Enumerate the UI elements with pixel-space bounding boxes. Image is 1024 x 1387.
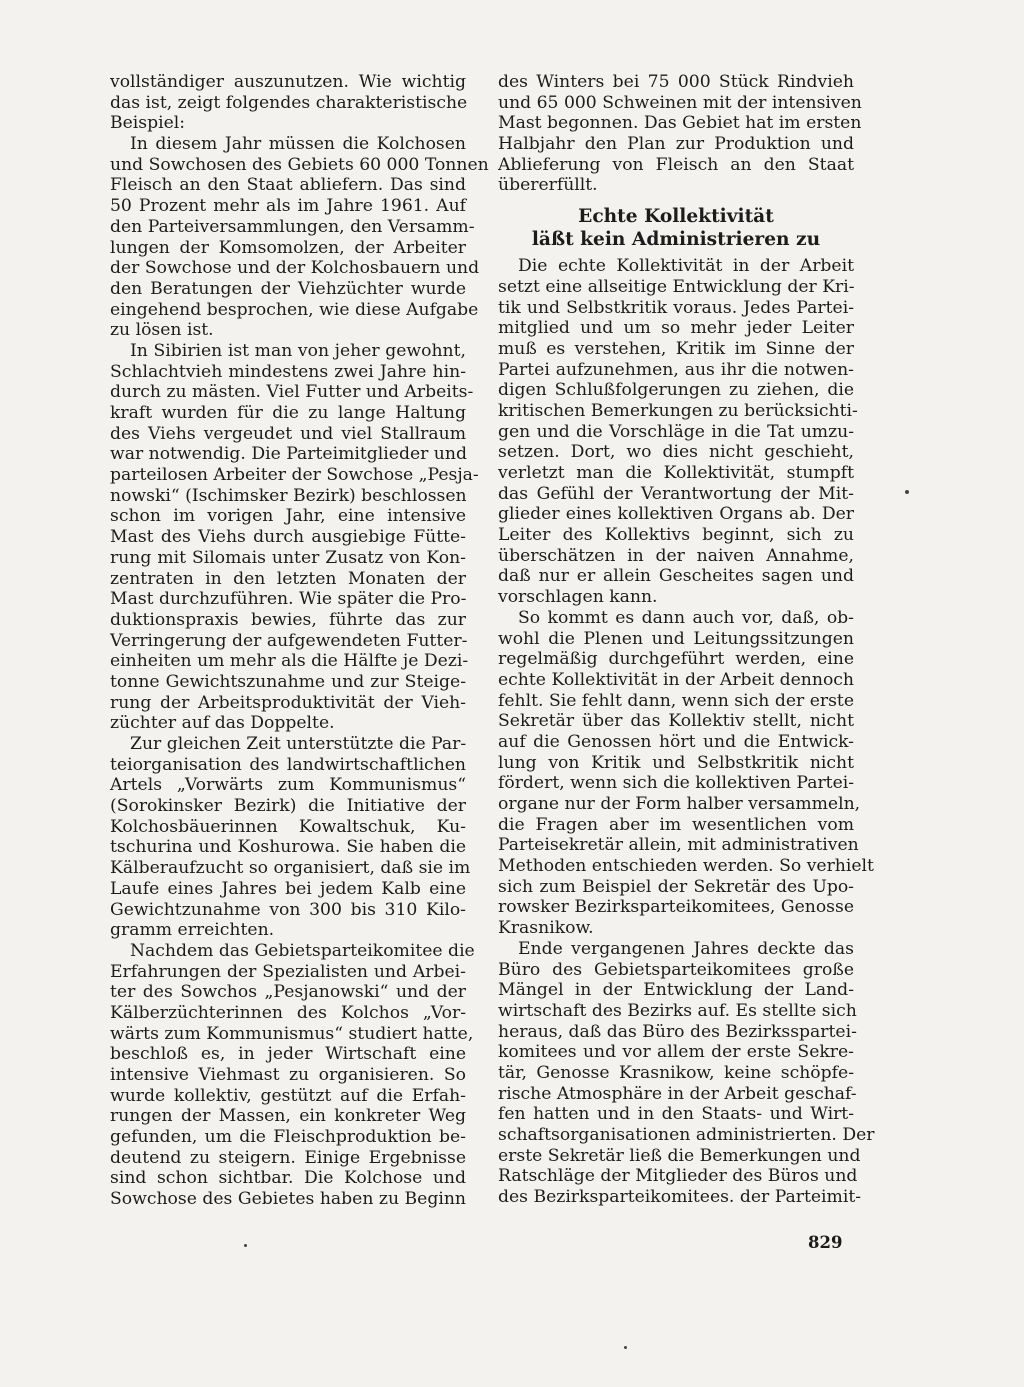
- text-line: intensive Viehmast zu organisieren. So: [110, 1065, 466, 1085]
- text-line: duktionspraxis bewies, führte das zur: [110, 609, 466, 630]
- text-line: Zur gleichen Zeit unterstützte die Par-: [130, 734, 467, 754]
- text-line: der Sowchose und der Kolchosbauern und: [110, 258, 480, 279]
- text-line: tik und Selbstkritik voraus. Jedes Partei-: [498, 297, 854, 318]
- right-column-top: [498, 72, 862, 196]
- text-line: Ablieferung von Fleisch an den Staat: [498, 154, 854, 175]
- text-line: gefunden, um die Fleischproduktion be-: [110, 1127, 466, 1148]
- section-heading: [498, 205, 854, 251]
- text-line: überschätzen in der naiven Annahme,: [498, 545, 854, 566]
- text-line: den Parteiversammlungen, den Versamm-: [110, 216, 475, 237]
- scan-speck: [624, 1346, 627, 1349]
- text-line: wohl die Plenen und Leitungssitzungen: [498, 628, 854, 649]
- text-line: übererfüllt.: [498, 175, 598, 196]
- text-line: den Beratungen der Viehzüchter wurde: [110, 278, 466, 299]
- text-line: das Gefühl der Verantwortung der Mit-: [498, 483, 854, 504]
- text-line: das ist, zeigt folgendes charakteristische: [110, 92, 468, 113]
- text-line: auf die Genossen hört und die Entwick-: [498, 731, 854, 752]
- text-line: tschurina und Koshurowa. Sie haben die: [110, 837, 466, 858]
- text-line: muß es verstehen, Kritik im Sinne der: [498, 338, 854, 359]
- text-line: zentraten in den letzten Monaten der: [110, 568, 466, 589]
- text-line: Kälberzüchterinnen des Kolchos „Vor-: [110, 1002, 466, 1023]
- text-line: So kommt es dann auch vor, daß, ob-: [518, 607, 854, 628]
- page-number: 829: [808, 1233, 843, 1252]
- text-line: Kolchosbäuerinnen Kowaltschuk, Ku-: [110, 816, 466, 837]
- text-line: wärts zum Kommunismus“ studiert hatte,: [110, 1023, 474, 1044]
- text-line: eingehend besprochen, wie diese Aufgabe: [110, 299, 479, 320]
- text-line: Artels „Vorwärts zum Kommunismus“: [110, 775, 466, 796]
- text-line: Mast des Viehs durch ausgiebige Fütte-: [110, 527, 466, 548]
- text-line: wirtschaft des Bezirks auf. Es stellte sich: [498, 1000, 857, 1021]
- text-line: Sekretär über das Kollektiv stellt, nicht: [498, 711, 854, 732]
- text-line: die Fragen aber im wesentlichen vom: [498, 814, 854, 835]
- text-line: Mängel in der Entwicklung der Land-: [498, 980, 854, 1001]
- text-line: Beispiel:: [110, 113, 186, 134]
- text-line: komitees und vor allem der erste Sekre-: [498, 1042, 854, 1063]
- text-line: Ende vergangenen Jahres deckte das: [518, 938, 854, 959]
- text-line: ter des Sowchos „Pesjanowski“ und der: [110, 982, 466, 1003]
- text-line: daß nur er allein Gescheites sagen und: [498, 566, 854, 587]
- text-line: Schlachtvieh mindestens zwei Jahre hin-: [110, 361, 466, 382]
- text-line: Nachdem das Gebietsparteikomitee die: [130, 940, 475, 961]
- text-line: sind schon sichtbar. Die Kolchose und: [110, 1168, 466, 1189]
- text-line: Verringerung der aufgewendeten Futter-: [110, 630, 468, 651]
- text-line: gen und die Vorschläge in die Tat umzu-: [498, 421, 854, 442]
- text-line: rische Atmosphäre in der Arbeit geschaf-: [498, 1083, 857, 1104]
- text-line: tär, Genosse Krasnikow, keine schöpfe-: [498, 1062, 854, 1083]
- text-line: regelmäßig durchgeführt werden, eine: [498, 649, 854, 670]
- text-line: Kälberaufzucht so organisiert, daß sie im: [110, 858, 471, 879]
- text-line: echte Kollektivität in der Arbeit dennoch: [498, 669, 854, 690]
- text-line: Methoden entschieden werden. So verhielt: [498, 856, 874, 877]
- text-line: glieder eines kollektiven Organs ab. Der: [498, 504, 854, 525]
- text-line: Leiter des Kollektivs beginnt, sich zu: [498, 525, 854, 546]
- left-column: [110, 72, 489, 1210]
- text-line: schon im vorigen Jahr, eine intensive: [110, 506, 466, 527]
- text-line: Büro des Gebietsparteikomitees große: [498, 959, 854, 980]
- text-line: lungen der Komsomolzen, der Arbeiter: [110, 237, 466, 258]
- text-line: Mast durchzuführen. Wie später die Pro-: [110, 589, 467, 610]
- text-line: Ratschläge der Mitglieder des Büros und: [498, 1166, 858, 1187]
- text-line: fen hatten und in den Staats- und Wirt-: [498, 1104, 854, 1125]
- text-line: vorschlagen kann.: [498, 587, 658, 608]
- text-line: beschloß es, in jeder Wirtschaft eine: [110, 1044, 466, 1065]
- scan-speck: [905, 490, 909, 494]
- section-heading-line-1: Echte Kollektivität: [578, 206, 774, 228]
- text-line: des Bezirksparteikomitees. der Parteimit-: [498, 1187, 862, 1208]
- text-line: verletzt man die Kollektivität, stumpft: [498, 463, 854, 483]
- text-line: Die echte Kollektivität in der Arbeit: [518, 256, 854, 277]
- section-heading-line-2: läßt kein Administrieren zu: [531, 229, 821, 251]
- text-line: fehlt. Sie fehlt dann, wenn sich der erste: [498, 690, 854, 711]
- text-line: (Sorokinsker Bezirk) die Initiative der: [110, 796, 466, 817]
- text-line: und 65 000 Schweinen mit der intensiven: [498, 92, 862, 113]
- text-line: digen Schlußfolgerungen zu ziehen, die: [498, 380, 854, 401]
- text-line: mitglied und um so mehr jeder Leiter: [498, 318, 854, 339]
- text-line: Mast begonnen. Das Gebiet hat im ersten: [498, 113, 862, 134]
- text-line: teiorganisation des landwirtschaftlichen: [110, 754, 466, 775]
- right-column: [498, 72, 875, 1208]
- text-line: fördert, wenn sich die kollektiven Partei-: [498, 773, 855, 794]
- text-line: Parteisekretär allein, mit administrativen: [498, 835, 859, 856]
- right-column-body: [498, 256, 875, 1208]
- scan-speck: [244, 1244, 247, 1247]
- text-line: wurde kollektiv, gestützt auf die Erfah-: [110, 1085, 466, 1106]
- text-line: sich zum Beispiel der Sekretär des Upo-: [498, 876, 854, 897]
- text-line: kritischen Bemerkungen zu berücksichti-: [498, 400, 858, 421]
- text-line: Halbjahr den Plan zur Produktion und: [498, 134, 854, 155]
- text-line: gramm erreichten.: [110, 920, 275, 941]
- text-line: Krasnikow.: [498, 918, 594, 939]
- text-line: setzen. Dort, wo dies nicht geschieht,: [498, 442, 854, 463]
- text-line: einheiten um mehr als die Hälfte je Dezi-: [110, 651, 469, 672]
- text-line: Partei aufzunehmen, aus ihr die notwen-: [498, 359, 854, 380]
- text-line: deutend zu steigern. Einige Ergebnisse: [110, 1147, 466, 1168]
- text-line: Sowchose des Gebietes haben zu Beginn: [110, 1189, 466, 1210]
- text-line: des Winters bei 75 000 Stück Rindvieh: [498, 72, 854, 92]
- text-line: In Sibirien ist man von jeher gewohnt,: [130, 340, 466, 361]
- text-line: rungen der Massen, ein konkreter Weg: [110, 1106, 466, 1127]
- text-line: zu lösen ist.: [110, 320, 214, 341]
- text-line: erste Sekretär ließ die Bemerkungen und: [498, 1145, 861, 1166]
- text-line: war notwendig. Die Parteimitglieder und: [110, 444, 467, 465]
- text-line: züchter auf das Doppelte.: [110, 713, 335, 734]
- text-line: setzt eine allseitige Entwicklung der Kri-: [498, 276, 855, 297]
- text-line: Erfahrungen der Spezialisten und Arbei-: [110, 961, 466, 982]
- text-line: Laufe eines Jahres bei jedem Kalb eine: [110, 878, 466, 899]
- text-line: heraus, daß das Büro des Bezirksspartei-: [498, 1021, 857, 1042]
- text-line: organe nur der Form halber versammeln,: [498, 794, 861, 814]
- text-line: parteilosen Arbeiter der Sowchose „Pesja-: [110, 465, 479, 486]
- text-line: schaftsorganisationen administrierten. Der: [498, 1125, 875, 1145]
- text-line: nowski“ (Ischimsker Bezirk) beschlossen: [110, 485, 467, 506]
- text-line: durch zu mästen. Viel Futter und Arbeits-: [110, 382, 474, 403]
- text-line: Gewichtzunahme von 300 bis 310 Kilo-: [110, 899, 466, 920]
- text-line: rowsker Bezirksparteikomitees, Genosse: [498, 897, 854, 918]
- text-line: tonne Gewichtszunahme und zur Steige-: [110, 671, 466, 692]
- text-line: Fleisch an den Staat abliefern. Das sind: [110, 175, 466, 196]
- text-line: vollständiger auszunutzen. Wie wichtig: [110, 72, 466, 92]
- text-line: lung von Kritik und Selbstkritik nicht: [498, 752, 854, 773]
- text-line: In diesem Jahr müssen die Kolchosen: [130, 134, 466, 155]
- text-line: rung der Arbeitsproduktivität der Vieh-: [110, 692, 466, 713]
- text-line: rung mit Silomais unter Zusatz von Kon-: [110, 547, 466, 568]
- text-line: 50 Prozent mehr als im Jahre 1961. Auf: [110, 196, 466, 217]
- text-line: des Viehs vergeudet und viel Stallraum: [110, 423, 466, 444]
- text-line: kraft wurden für die zu lange Haltung: [110, 403, 466, 423]
- text-line: und Sowchosen des Gebiets 60 000 Tonnen: [110, 154, 489, 175]
